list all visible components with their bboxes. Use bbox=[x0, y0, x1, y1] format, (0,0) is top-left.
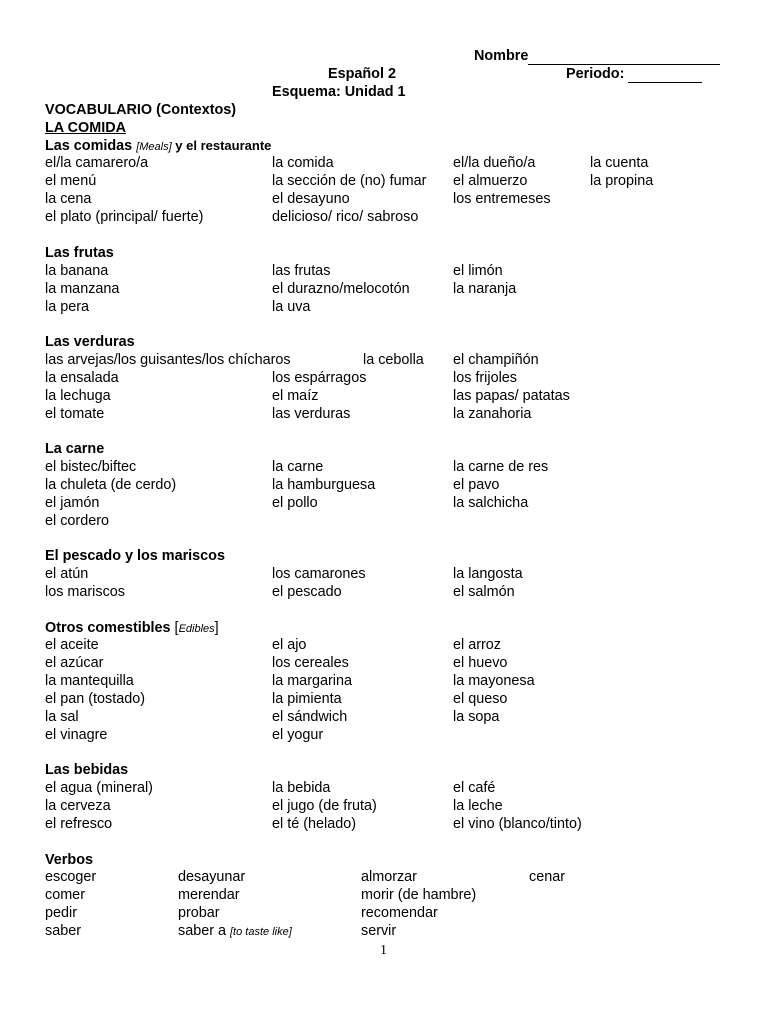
list-item: escoger bbox=[45, 869, 97, 885]
list-item: el vinagre bbox=[45, 727, 108, 743]
drinks-heading: Las bebidas bbox=[45, 762, 129, 778]
list-item: el jamón bbox=[45, 495, 100, 511]
meals-col-3 bbox=[453, 154, 551, 208]
list-item bbox=[178, 922, 292, 941]
list-item: la pimienta bbox=[272, 691, 342, 707]
list-item: la ensalada bbox=[45, 370, 119, 386]
list-item: el refresco bbox=[45, 816, 113, 832]
vocab-heading: VOCABULARIO (Contextos) bbox=[45, 102, 237, 118]
fruits-heading: Las frutas bbox=[45, 245, 114, 261]
list-item: merendar bbox=[178, 887, 240, 903]
list-item: el atún bbox=[45, 566, 89, 582]
list-item: la lechuga bbox=[45, 388, 111, 404]
list-item: comer bbox=[45, 887, 85, 903]
list-item: cenar bbox=[529, 869, 565, 885]
other-title: Otros comestibles bbox=[45, 620, 171, 636]
fish-col-1 bbox=[45, 565, 125, 601]
veg-col-1 bbox=[45, 369, 119, 423]
veg-col-3 bbox=[453, 369, 570, 423]
list-item: el queso bbox=[453, 691, 508, 707]
list-item: el agua (mineral) bbox=[45, 780, 153, 796]
meals-col-4 bbox=[590, 154, 653, 190]
list-item: la sopa bbox=[453, 709, 500, 725]
list-item: el pavo bbox=[453, 477, 500, 493]
list-item: pedir bbox=[45, 905, 77, 921]
verbs-col-4 bbox=[529, 868, 565, 886]
list-item: la sección de (no) fumar bbox=[272, 173, 427, 189]
course-title: Español 2 bbox=[328, 66, 396, 82]
list-item: el bistec/biftec bbox=[45, 459, 137, 475]
list-item: las verduras bbox=[272, 406, 351, 422]
list-item: la hamburguesa bbox=[272, 477, 376, 493]
list-item: el champiñón bbox=[453, 352, 539, 368]
other-col-1 bbox=[45, 636, 145, 744]
drinks-col-3 bbox=[453, 779, 582, 833]
verbs-heading: Verbos bbox=[45, 852, 93, 868]
periodo-field[interactable] bbox=[566, 65, 702, 83]
meals-title: Las comidas bbox=[45, 138, 133, 154]
list-item: la carne bbox=[272, 459, 324, 475]
list-item: la naranja bbox=[453, 281, 517, 297]
list-item: el vino (blanco/tinto) bbox=[453, 816, 582, 832]
list-item: los mariscos bbox=[45, 584, 125, 600]
list-item: la leche bbox=[453, 798, 503, 814]
list-item: la cuenta bbox=[590, 155, 649, 171]
verbs-col-3 bbox=[361, 868, 476, 940]
nombre-label: Nombre bbox=[474, 48, 529, 64]
list-item: el tomate bbox=[45, 406, 105, 422]
list-item: el durazno/melocotón bbox=[272, 281, 410, 297]
verbs-col-1 bbox=[45, 868, 96, 940]
list-item: la mayonesa bbox=[453, 673, 535, 689]
nombre-field[interactable] bbox=[474, 47, 720, 65]
periodo-blank[interactable] bbox=[628, 68, 702, 83]
list-item: la manzana bbox=[45, 281, 120, 297]
fruits-col-2 bbox=[272, 262, 410, 316]
list-item: el té (helado) bbox=[272, 816, 356, 832]
list-item: el ajo bbox=[272, 637, 307, 653]
list-item: el arroz bbox=[453, 637, 501, 653]
list-item: la sal bbox=[45, 709, 79, 725]
list-item: el huevo bbox=[453, 655, 508, 671]
fish-heading: El pescado y los mariscos bbox=[45, 548, 225, 564]
other-note: Edibles bbox=[178, 623, 215, 635]
nombre-blank[interactable] bbox=[528, 50, 720, 65]
list-item: la pera bbox=[45, 299, 90, 315]
list-item: los espárragos bbox=[272, 370, 367, 386]
list-item: el desayuno bbox=[272, 191, 350, 207]
list-item: los camarones bbox=[272, 566, 366, 582]
list-item: el salmón bbox=[453, 584, 515, 600]
list-item: la chuleta (de cerdo) bbox=[45, 477, 177, 493]
list-item: la uva bbox=[272, 299, 311, 315]
list-item: servir bbox=[361, 923, 397, 939]
fish-col-2 bbox=[272, 565, 366, 601]
list-item: la margarina bbox=[272, 673, 352, 689]
list-item: la carne de res bbox=[453, 459, 549, 475]
verbs-col-2 bbox=[178, 868, 292, 941]
list-item: probar bbox=[178, 905, 220, 921]
list-item: recomendar bbox=[361, 905, 438, 921]
list-item: el cordero bbox=[45, 513, 109, 529]
meat-heading: La carne bbox=[45, 441, 105, 457]
other-note-open: [ bbox=[170, 620, 179, 636]
page-number: 1 bbox=[380, 943, 387, 958]
verb-label: saber a bbox=[178, 923, 226, 939]
list-item: el almuerzo bbox=[453, 173, 528, 189]
other-note-close: ] bbox=[214, 620, 219, 636]
meals-note: [Meals] bbox=[136, 141, 172, 153]
list-item: el sándwich bbox=[272, 709, 348, 725]
list-item: los cereales bbox=[272, 655, 349, 671]
fish-col-3 bbox=[453, 565, 523, 601]
list-item: los entremeses bbox=[453, 191, 551, 207]
verb-note: [to taste like] bbox=[230, 926, 292, 938]
list-item: el pan (tostado) bbox=[45, 691, 145, 707]
meals-col-1 bbox=[45, 154, 203, 226]
outline-title: Esquema: Unidad 1 bbox=[272, 84, 406, 100]
meals-title-rest: y el restaurante bbox=[171, 138, 272, 153]
meat-col-3 bbox=[453, 458, 548, 512]
list-item: el/la dueño/a bbox=[453, 155, 536, 171]
list-item: delicioso/ rico/ sabroso bbox=[272, 209, 419, 225]
list-item: la propina bbox=[590, 173, 654, 189]
list-item: la comida bbox=[272, 155, 334, 171]
list-item: saber bbox=[45, 923, 81, 939]
list-item: el pescado bbox=[272, 584, 342, 600]
food-heading: LA COMIDA bbox=[45, 120, 127, 136]
meat-col-1 bbox=[45, 458, 176, 530]
other-col-2 bbox=[272, 636, 352, 744]
list-item: el menú bbox=[45, 173, 97, 189]
list-item: la mantequilla bbox=[45, 673, 134, 689]
list-item: el plato (principal/ fuerte) bbox=[45, 209, 204, 225]
list-item: la cebolla bbox=[363, 352, 424, 368]
list-item: las arvejas/los guisantes/los chícharos bbox=[45, 352, 291, 368]
list-item: la zanahoria bbox=[453, 406, 532, 422]
list-item: las papas/ patatas bbox=[453, 388, 570, 404]
fruits-col-3 bbox=[453, 262, 516, 298]
list-item: la cerveza bbox=[45, 798, 111, 814]
list-item: el azúcar bbox=[45, 655, 104, 671]
veg-col-2 bbox=[272, 369, 366, 423]
fruits-col-1 bbox=[45, 262, 119, 316]
list-item: la langosta bbox=[453, 566, 523, 582]
other-col-3 bbox=[453, 636, 535, 726]
list-item: almorzar bbox=[361, 869, 417, 885]
drinks-col-2 bbox=[272, 779, 377, 833]
meat-col-2 bbox=[272, 458, 375, 512]
list-item: el maíz bbox=[272, 388, 319, 404]
list-item: los frijoles bbox=[453, 370, 517, 386]
list-item: el/la camarero/a bbox=[45, 155, 149, 171]
list-item: la cena bbox=[45, 191, 92, 207]
list-item: la salchicha bbox=[453, 495, 529, 511]
list-item: desayunar bbox=[178, 869, 246, 885]
veg-heading: Las verduras bbox=[45, 334, 135, 350]
meals-col-2 bbox=[272, 154, 426, 226]
list-item: el yogur bbox=[272, 727, 324, 743]
list-item: el café bbox=[453, 780, 496, 796]
list-item: las frutas bbox=[272, 263, 331, 279]
list-item: la bebida bbox=[272, 780, 331, 796]
drinks-col-1 bbox=[45, 779, 153, 833]
list-item: el aceite bbox=[45, 637, 99, 653]
list-item: el limón bbox=[453, 263, 503, 279]
periodo-label: Periodo: bbox=[566, 66, 625, 82]
list-item: morir (de hambre) bbox=[361, 887, 477, 903]
list-item: el jugo (de fruta) bbox=[272, 798, 377, 814]
list-item: el pollo bbox=[272, 495, 318, 511]
list-item: la banana bbox=[45, 263, 109, 279]
